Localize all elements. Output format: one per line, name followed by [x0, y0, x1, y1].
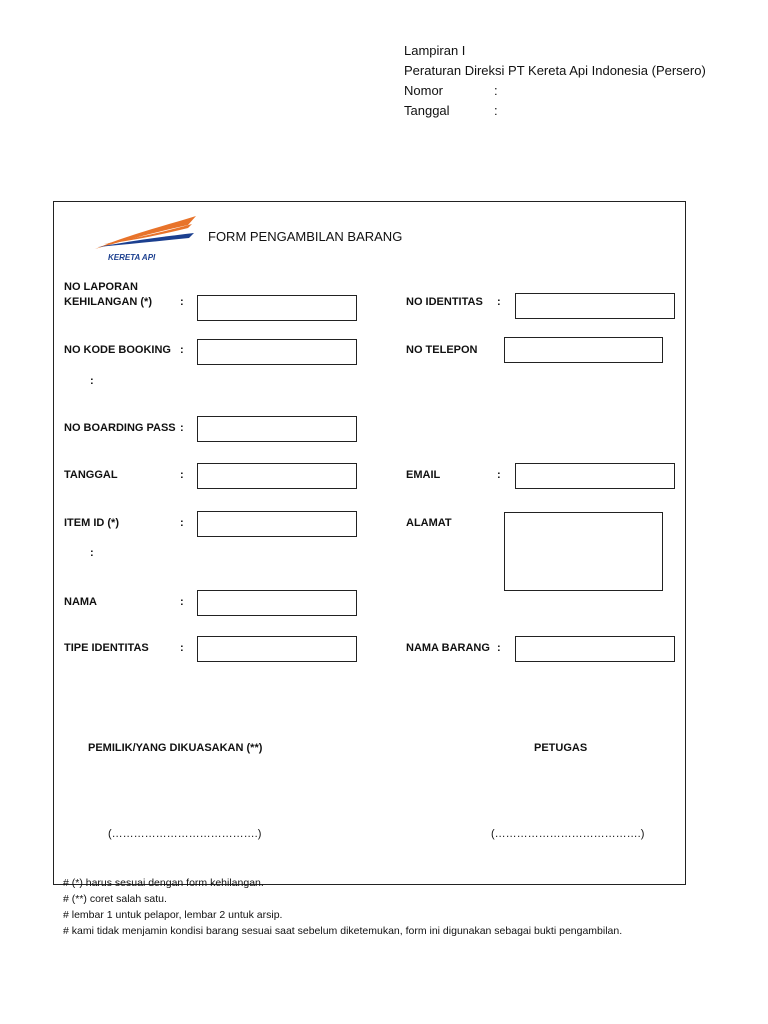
email-label: EMAIL	[406, 469, 441, 481]
no-boarding-pass-label: NO BOARDING PASS	[64, 422, 176, 434]
tipe-identitas-input[interactable]	[197, 636, 357, 662]
colon: :	[180, 469, 184, 481]
nama-label: NAMA	[64, 596, 97, 608]
tanggal-input[interactable]	[197, 463, 357, 489]
colon: :	[180, 422, 184, 434]
nomor-colon: :	[494, 83, 498, 98]
officer-signature-line: (………………………………….)	[491, 828, 645, 840]
kereta-api-logo	[90, 211, 200, 263]
nama-barang-label: NAMA BARANG	[406, 642, 490, 654]
footnote: # (*) harus sesuai dengan form kehilangan.	[63, 877, 264, 889]
colon: :	[180, 517, 184, 529]
regulation-label: Peraturan Direksi PT Kereta Api Indonesia (Persero)	[404, 63, 706, 78]
colon: :	[180, 344, 184, 356]
owner-signature-line: (………………………………….)	[108, 828, 262, 840]
document-header	[404, 41, 706, 121]
colon: :	[497, 469, 501, 481]
nama-barang-input[interactable]	[515, 636, 675, 662]
no-laporan-input[interactable]	[197, 295, 357, 321]
logo-text: KERETA API	[108, 253, 156, 262]
no-telepon-input[interactable]	[504, 337, 663, 363]
colon: :	[497, 296, 501, 308]
officer-signature-label: PETUGAS	[534, 742, 588, 754]
footnote: # (**) coret salah satu.	[63, 893, 167, 905]
tanggal-header-label: Tanggal	[404, 103, 450, 118]
no-boarding-pass-input[interactable]	[197, 416, 357, 442]
footnote: # lembar 1 untuk pelapor, lembar 2 untuk arsip.	[63, 909, 283, 921]
footnotes	[63, 875, 622, 939]
appendix-label: Lampiran I	[404, 43, 466, 58]
stray-colon: :	[90, 375, 94, 387]
nama-input[interactable]	[197, 590, 357, 616]
tanggal-header-colon: :	[494, 103, 498, 118]
no-kode-booking-label: NO KODE BOOKING	[64, 344, 171, 356]
owner-signature-label: PEMILIK/YANG DIKUASAKAN (**)	[88, 742, 263, 754]
colon: :	[180, 296, 184, 308]
no-identitas-label: NO IDENTITAS	[406, 296, 483, 308]
stray-colon: :	[90, 547, 94, 559]
footnote: # kami tidak menjamin kondisi barang sesuai saat sebelum diketemukan, form ini digunakan sebagai bukti pengambilan.	[63, 925, 623, 937]
nomor-label: Nomor	[404, 83, 444, 98]
no-identitas-input[interactable]	[515, 293, 675, 319]
alamat-label: ALAMAT	[406, 517, 452, 529]
tipe-identitas-label: TIPE IDENTITAS	[64, 642, 149, 654]
item-id-label: ITEM ID (*)	[64, 517, 119, 529]
alamat-input[interactable]	[504, 512, 663, 591]
tanggal-label: TANGGAL	[64, 469, 118, 481]
item-id-input[interactable]	[197, 511, 357, 537]
form-title: FORM PENGAMBILAN BARANG	[208, 229, 403, 244]
no-kode-booking-input[interactable]	[197, 339, 357, 365]
email-input[interactable]	[515, 463, 675, 489]
no-laporan-label-line2: KEHILANGAN (*)	[64, 296, 152, 308]
no-laporan-label-line1: NO LAPORAN	[64, 281, 138, 293]
colon: :	[180, 642, 184, 654]
colon: :	[497, 642, 501, 654]
no-telepon-label: NO TELEPON	[406, 344, 478, 356]
colon: :	[180, 596, 184, 608]
